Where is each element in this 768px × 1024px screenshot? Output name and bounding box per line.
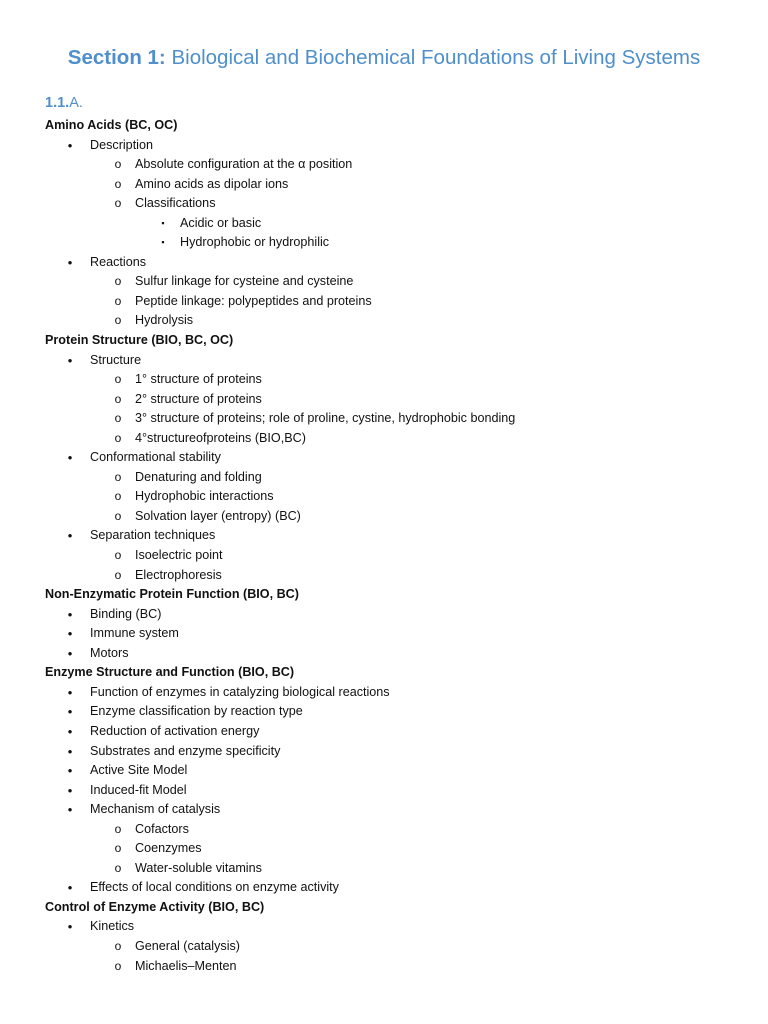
sub-item — [0, 507, 768, 527]
outline-text: Active Site Model — [90, 763, 188, 778]
sub-item — [0, 859, 768, 879]
outline-text: Protein Structure (BIO, BC, OC) — [45, 333, 234, 348]
bullet-marker: • — [67, 528, 73, 544]
bullet-marker: • — [67, 782, 73, 798]
sub-item — [0, 429, 768, 449]
bullet-marker: • — [67, 606, 73, 622]
topic-heading — [0, 116, 768, 136]
sub-item — [0, 175, 768, 195]
bullet-item — [0, 351, 768, 371]
bullet-marker: • — [67, 919, 73, 935]
bullet-item — [0, 644, 768, 664]
sub-item — [0, 468, 768, 488]
sub-item — [0, 937, 768, 957]
bullet-item — [0, 742, 768, 762]
bullet-item — [0, 702, 768, 722]
outline-text: Mechanism of catalysis — [90, 802, 221, 817]
outline-text: Immune system — [90, 626, 179, 641]
outline-text: 2° structure of proteins — [135, 391, 262, 406]
sub-item — [0, 546, 768, 566]
outline-text: Amino acids as dipolar ions — [135, 176, 289, 191]
bullet-marker: • — [67, 626, 73, 642]
outline-text: Peptide linkage: polypeptides and proteins — [135, 293, 372, 308]
circle-marker: o — [114, 489, 122, 504]
bullet-item — [0, 800, 768, 820]
outline-text: Hydrophobic or hydrophilic — [180, 235, 330, 250]
circle-marker: o — [114, 841, 122, 856]
bullet-marker: • — [67, 763, 73, 779]
outline-text: 4°structureofproteins (BIO,BC) — [135, 430, 306, 445]
bullet-marker: • — [67, 137, 73, 153]
bullet-item — [0, 624, 768, 644]
outline-text: Control of Enzyme Activity (BIO, BC) — [45, 899, 265, 914]
bullet-item — [0, 761, 768, 781]
topic-heading — [0, 898, 768, 918]
outline-text: Coenzymes — [135, 841, 202, 856]
bullet-marker: • — [67, 704, 73, 720]
sub-item — [0, 957, 768, 977]
sub-item — [0, 566, 768, 586]
outline-text: 3° structure of proteins; role of proline, cystine, hydrophobic bonding — [135, 411, 516, 426]
outline-text: Reduction of activation energy — [90, 723, 260, 738]
bullet-item — [0, 878, 768, 898]
sub-sub-item — [0, 214, 768, 234]
subsection-heading — [45, 95, 83, 111]
sub-item — [0, 292, 768, 312]
circle-marker: o — [114, 860, 122, 875]
outline-text: Induced-fit Model — [90, 782, 187, 797]
sub-item — [0, 839, 768, 859]
bullet-marker: • — [67, 723, 73, 739]
outline-text: Enzyme classification by reaction type — [90, 704, 303, 719]
sub-item — [0, 820, 768, 840]
circle-marker: o — [114, 372, 122, 387]
square-marker: ▪ — [161, 217, 165, 228]
bullet-item — [0, 722, 768, 742]
bullet-marker: • — [67, 352, 73, 368]
sub-item — [0, 155, 768, 175]
outline-text: Michaelis–Menten — [135, 958, 237, 973]
circle-marker: o — [114, 938, 122, 953]
subsection-letter: A. — [69, 95, 83, 111]
bullet-item — [0, 605, 768, 625]
outline-text: Non-Enzymatic Protein Function (BIO, BC) — [45, 587, 299, 602]
outline-text: Denaturing and folding — [135, 469, 262, 484]
bullet-item — [0, 448, 768, 468]
circle-marker: o — [114, 821, 122, 836]
bullet-item — [0, 781, 768, 801]
bullet-marker: • — [67, 743, 73, 759]
bullet-marker: • — [67, 802, 73, 818]
bullet-marker: • — [67, 254, 73, 270]
circle-marker: o — [114, 274, 122, 289]
section-label: Section 1: — [67, 46, 166, 69]
sub-item — [0, 370, 768, 390]
bullet-item — [0, 253, 768, 273]
sub-item — [0, 390, 768, 410]
outline-text: Motors — [90, 645, 129, 660]
outline-text: Electrophoresis — [135, 567, 222, 582]
topic-heading — [0, 331, 768, 351]
bullet-marker: • — [67, 645, 73, 661]
circle-marker: o — [114, 313, 122, 328]
bullet-marker: • — [67, 450, 73, 466]
circle-marker: o — [114, 391, 122, 406]
outline-text: Separation techniques — [90, 528, 216, 543]
outline-text: 1° structure of proteins — [135, 372, 262, 387]
circle-marker: o — [114, 567, 122, 582]
outline-text: Sulfur linkage for cysteine and cysteine — [135, 274, 354, 289]
outline-text: Binding (BC) — [90, 606, 162, 621]
outline-text: Function of enzymes in catalyzing biological reactions — [90, 684, 390, 699]
sub-item — [0, 487, 768, 507]
outline-text: General (catalysis) — [135, 938, 240, 953]
outline-text: Cofactors — [135, 821, 189, 836]
circle-marker: o — [114, 157, 122, 172]
bullet-item — [0, 683, 768, 703]
bullet-marker: • — [67, 880, 73, 896]
outline-text: Kinetics — [90, 919, 135, 934]
outline-text: Acidic or basic — [180, 215, 262, 230]
subsection-number: 1.1. — [45, 95, 70, 111]
circle-marker: o — [114, 411, 122, 426]
bullet-marker: • — [67, 684, 73, 700]
circle-marker: o — [114, 469, 122, 484]
circle-marker: o — [114, 196, 122, 211]
sub-sub-item — [0, 233, 768, 253]
circle-marker: o — [114, 548, 122, 563]
sub-item — [0, 272, 768, 292]
topic-heading — [0, 663, 768, 683]
outline-text: Conformational stability — [90, 450, 221, 465]
bullet-item — [0, 136, 768, 156]
topic-heading — [0, 585, 768, 605]
outline-text: Hydrophobic interactions — [135, 489, 274, 504]
outline-text: Reactions — [90, 254, 147, 269]
circle-marker: o — [114, 176, 122, 191]
outline-text: Isoelectric point — [135, 548, 223, 563]
outline-text: Amino Acids (BC, OC) — [45, 118, 178, 132]
outline-text: Structure — [90, 352, 142, 367]
sub-item — [0, 194, 768, 214]
square-marker: ▪ — [161, 237, 165, 248]
outline-text: Water-soluble vitamins — [135, 860, 262, 875]
outline-text: Effects of local conditions on enzyme activity — [90, 880, 339, 895]
outline-text: Description — [90, 137, 153, 152]
sub-item — [0, 409, 768, 429]
outline-text: Enzyme Structure and Function (BIO, BC) — [45, 665, 295, 680]
topic-outline — [0, 116, 768, 976]
bullet-item — [0, 917, 768, 937]
bullet-item — [0, 526, 768, 546]
circle-marker: o — [114, 430, 122, 445]
circle-marker: o — [114, 958, 122, 973]
circle-marker: o — [114, 508, 122, 523]
sub-item — [0, 311, 768, 331]
page-title — [0, 46, 768, 70]
outline-text: Classifications — [135, 196, 216, 211]
outline-text: Solvation layer (entropy) (BC) — [135, 508, 301, 523]
outline-text: Hydrolysis — [135, 313, 194, 328]
circle-marker: o — [114, 293, 122, 308]
section-title: Biological and Biochemical Foundations of Living Systems — [171, 46, 701, 69]
outline-text: Absolute configuration at the α position — [135, 157, 353, 172]
outline-text: Substrates and enzyme specificity — [90, 743, 281, 758]
